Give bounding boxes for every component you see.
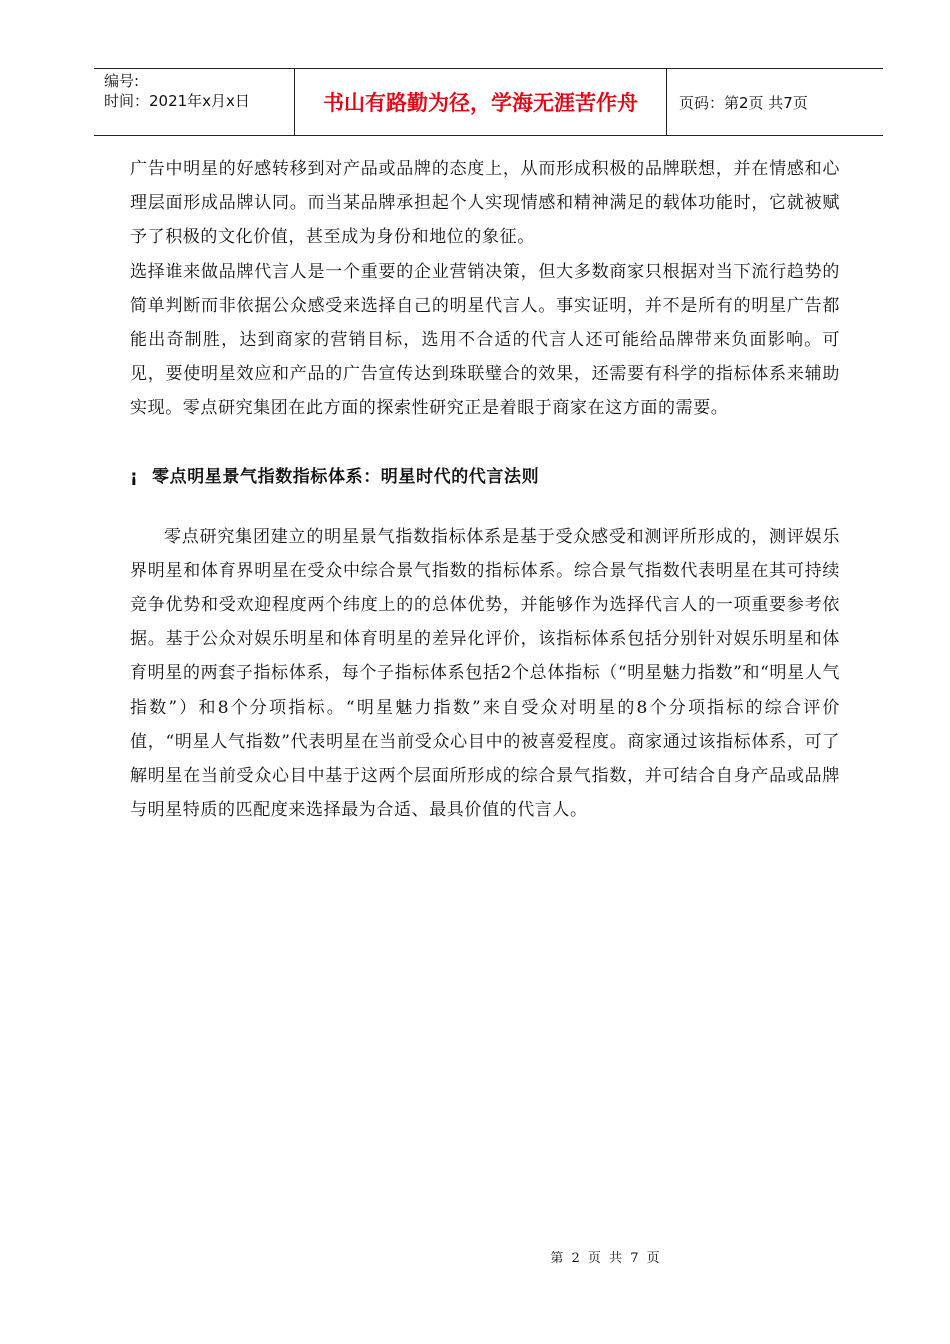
body-paragraph: 广告中明星的好感转移到对产品或品牌的态度上，从而形成积极的品牌联想，并在情感和心理层面形成品牌认同。而当某品牌承担起个人实现情感和精神满足的载体功能时，它就被赋予了积极的文化价值，甚至成为身份和地位的象征。 — [130, 159, 840, 248]
document-body — [130, 152, 840, 827]
page-header — [94, 68, 883, 136]
section-heading — [130, 460, 840, 494]
header-meta-cell — [94, 69, 295, 135]
header-page-cell — [667, 69, 883, 135]
section-heading-text: 零点明星景气指数指标体系：明星时代的代言法则 — [152, 466, 540, 487]
page-footer — [0, 1247, 950, 1266]
date-line: 时间：2021年x月x日 — [104, 92, 250, 110]
motto-text: 书山有路勤为径，学海无涯苦作舟 — [323, 91, 638, 115]
page-code-text: 页码：第2页 共7页 — [679, 93, 808, 112]
header-motto-cell — [295, 69, 667, 135]
body-paragraph: 选择谁来做品牌代言人是一个重要的企业营销决策，但大多数商家只根据对当下流行趋势的简单判断而非依据公众感受来选择自己的明星代言人。事实证明，并不是所有的明星广告都能出奇制胜，达到商家的营销目标，选用不合适的代言人还可能给品牌带来负面影响。可见，要使明星效应和产品的广告宣传达到珠联璧合的效果，还需要有科学的指标体系来辅助实现。零点研究集团在此方面的探索性研究正是着眼于商家在这方面的需要。 — [130, 261, 840, 419]
serial-number-label: 编号: — [104, 72, 140, 90]
body-paragraph: 零点研究集团建立的明星景气指数指标体系是基于受众感受和测评所形成的，测评娱乐界明星和体育界明星在受众中综合景气指数的指标体系。综合景气指数代表明星在其可持续竞争优势和受欢迎程度两个纬度上的的总体优势，并能够作为选择代言人的一项重要参考依据。基于公众对娱乐明星和体育明星的差异化评价，该指标体系包括分别针对娱乐明星和体育明星的两套子指标体系，每个子指标体系包括2个总体指标（“明星魅力指数”和“明星人气指数”）和8个分项指标。“明星魅力指数”来自受众对明星的8个分项指标的综合评价值，“明星人气指数”代表明星在当前受众心目中的被喜爱程度。商家通过该指标体系，可了解明星在当前受众心目中基于这两个层面所形成的综合景气指数，并可结合自身产品或品牌与明星特质的匹配度来选择最为合适、最具价值的代言人。 — [130, 526, 840, 821]
footer-page-number: 第 2 页 共 7 页 — [550, 1251, 662, 1266]
heading-bullet-icon: ¡ — [130, 466, 139, 487]
